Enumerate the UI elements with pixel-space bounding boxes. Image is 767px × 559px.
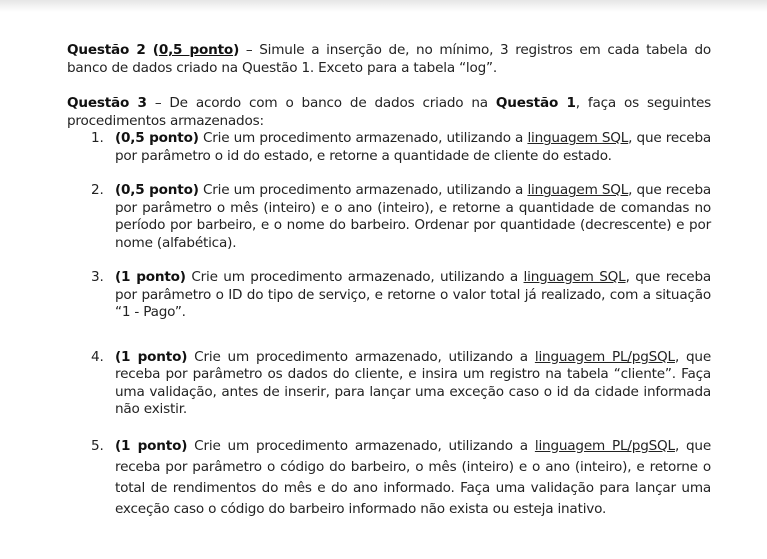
question-3-text-b: , faça os seguintes procedimentos armazenados:	[67, 95, 712, 129]
page-top-shadow	[0, 0, 767, 12]
question-3	[67, 95, 711, 520]
item-points: (0,5 ponto)	[115, 130, 199, 146]
item-points: (1 ponto)	[115, 269, 186, 285]
item-text-post: , que receba por parâmetro os dados do cliente, e insira um registro na tabela “cliente”. Faça uma validação, antes de inserir, para lançar uma exceção caso o id da cidade informada não existir.	[115, 348, 712, 417]
document-body	[67, 42, 711, 520]
item-text-pre: Crie um procedimento armazenado, utilizando a	[198, 182, 528, 198]
item-text-pre: Crie um procedimento armazenado, utilizando a	[185, 269, 524, 285]
item-number: 3.	[91, 269, 104, 285]
item-text-pre: Crie um procedimento armazenado, utilizando a	[187, 348, 535, 365]
question-2-points-open: (	[145, 42, 159, 58]
question-2-title: Questão 2	[67, 42, 146, 58]
item-number: 5.	[91, 437, 104, 454]
item-number: 2.	[91, 182, 104, 198]
list-item	[67, 182, 711, 252]
question-2-points: 0,5 ponto	[158, 42, 234, 58]
question-3-title: Questão 3	[67, 95, 147, 111]
item-points: (0,5 ponto)	[115, 182, 199, 198]
list-item	[67, 269, 711, 322]
question-3-text-a: – De acordo com o banco de dados criado na	[146, 95, 496, 111]
item-text-pre: Crie um procedimento armazenado, utilizando a	[187, 437, 535, 454]
item-points: (1 ponto)	[115, 348, 188, 365]
question-2	[67, 42, 711, 77]
item-language: linguagem PL/pgSQL	[534, 348, 675, 365]
question-2-points-close: )	[233, 42, 240, 58]
item-text-post: , que receba por parâmetro o mês (inteiro) e o ano (inteiro), e retorne a quantidade de comandas no período por barbeiro, e o nome do barbeiro. Ordenar por quantidade (decrescente) e por nome (alfabética).	[115, 182, 712, 251]
item-text-post: , que receba por parâmetro o código do barbeiro, o mês (inteiro) e o ano (inteiro), e retorne o total de rendimentos do mês e do ano informado. Faça uma validação para lançar uma exceção caso o código do barbeiro informado não exista ou esteja inativo.	[115, 437, 712, 517]
question-3-ref: Questão 1	[495, 95, 576, 111]
item-text-post: , que receba por parâmetro o ID do tipo de serviço, e retorne o valor total já realizado, com a situação “1 - Pago”.	[115, 269, 711, 320]
item-language: linguagem PL/pgSQL	[534, 437, 675, 454]
item-text-pre: Crie um procedimento armazenado, utilizando a	[198, 130, 528, 146]
list-item	[67, 436, 711, 520]
procedure-list	[67, 130, 711, 520]
item-number: 1.	[91, 130, 104, 146]
item-number: 4.	[91, 348, 104, 365]
item-points: (1 ponto)	[115, 437, 188, 454]
item-language: linguagem SQL	[523, 269, 626, 285]
question-2-text: – Simule a inserção de, no mínimo, 3 registros em cada tabela do banco de dados criado na Questão 1. Exceto para a tabela “log”.	[67, 42, 711, 76]
question-3-intro	[67, 95, 711, 130]
list-item	[67, 130, 711, 165]
item-text-post: , que receba por parâmetro o id do estado, e retorne a quantidade de cliente do estado.	[115, 130, 712, 164]
item-language: linguagem SQL	[527, 182, 629, 198]
list-item	[67, 349, 711, 419]
item-language: linguagem SQL	[527, 130, 629, 146]
